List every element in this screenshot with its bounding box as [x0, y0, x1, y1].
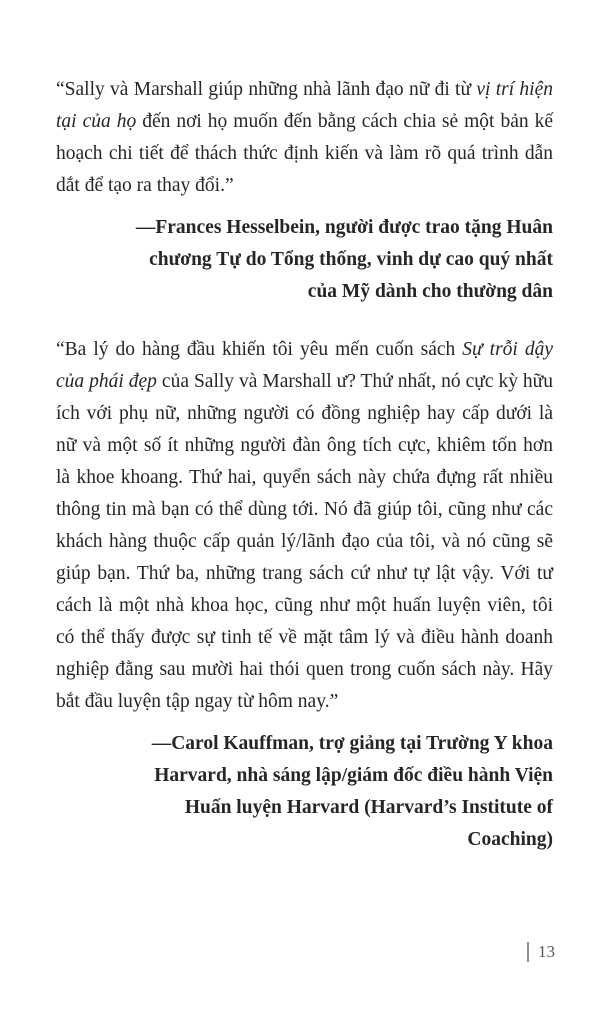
text-run: “Sally và Marshall giúp những nhà lãnh đạo nữ đi từ: [56, 79, 477, 100]
italic-text-run: Sự trỗi dậy của phái đẹp: [56, 339, 554, 392]
testimonial-quote-1: [56, 74, 553, 202]
page-footer: [527, 942, 555, 962]
italic-text-run: vị trí hiện tại của họ: [56, 79, 553, 132]
testimonial-quote-2: [56, 334, 553, 718]
testimonial-attribution-1: —Frances Hesselbein, người được trao tặng Huân chương Tự do Tổng thống, vinh dự cao quý nhất của Mỹ dành cho thường dân: [135, 217, 553, 302]
page-number-divider: [527, 942, 529, 962]
testimonial-attribution-2: —Carol Kauffman, trợ giảng tại Trường Y khoa Harvard, nhà sáng lập/giám đốc điều hành Viện Huấn luyện Harvard (Harvard’s Institute of Coaching): [151, 733, 553, 850]
text-run: “Ba lý do hàng đầu khiến tôi yêu mến cuốn sách: [56, 339, 463, 360]
text-run: của Sally và Marshall ư? Thứ nhất, nó cực kỳ hữu ích với phụ nữ, những người có đồng nghiệp hay cấp dưới là nữ và một số ít những người đàn ông tích cực, khiêm tốn hơn là khoe khoang. Thứ hai, quyển sách này chứa đựng rất nhiều thông tin mà bạn có thể dùng tới. Nó đã giúp tôi, cũng như các khách hàng thuộc cấp quản lý/lãnh đạo của tôi, và nó cũng sẽ giúp bạn. Thứ ba, những trang sách cứ như tự lật vậy. Với tư cách là một nhà khoa học, cũng như một huấn luyện viên, tôi có thể thấy được sự tinh tế về mặt tâm lý và điều hành doanh nghiệp đằng sau mười hai thói quen trong cuốn sách này. Hãy bắt đầu luyện tập ngay từ hôm nay.”: [56, 371, 553, 712]
text-run: đến nơi họ muốn đến bằng cách chia sẻ một bản kế hoạch chi tiết để thách thức định kiến và làm rõ quá trình dẫn dắt để tạo ra thay đổi.”: [56, 111, 553, 196]
page-number: 13: [538, 942, 555, 961]
